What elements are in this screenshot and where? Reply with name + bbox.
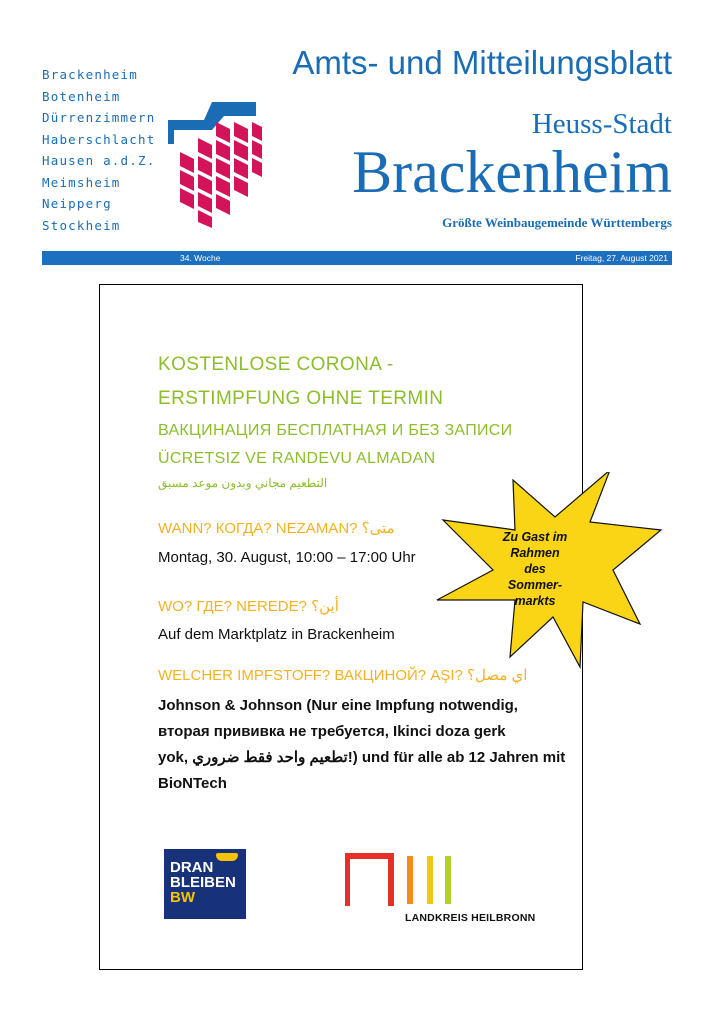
poster-heading-russian: ВАКЦИНАЦИЯ БЕСПЛАТНАЯ И БЕЗ ЗАПИСИ [158, 422, 513, 439]
answer-vaccine-line3: yok, تطعيم واحد فقط ضروري!) und für alle ab 12 Jahren mit [158, 749, 566, 766]
question-where: WO? ГДЕ? NEREDE? أين؟ [158, 598, 339, 615]
issue-date: Freitag, 27. August 2021 [575, 253, 668, 263]
answer-vaccine-line1: Johnson & Johnson (Nur eine Impfung notwendig, [158, 697, 518, 714]
starburst-text [484, 529, 586, 609]
poster-heading-turkish: ÜCRETSIZ VE RANDEVU ALMADAN [158, 450, 436, 467]
question-when: WANN? КОГДА? NEZAMAN? متى؟ [158, 520, 395, 537]
starburst-line: Sommer- [507, 578, 563, 592]
tagline: Größte Weinbaugemeinde Württembergs [442, 215, 672, 230]
answer-where: Auf dem Marktplatz in Brackenheim [158, 626, 395, 643]
starburst-line: des [524, 562, 546, 576]
publication-title: Amts- und Mitteilungsblatt [292, 44, 672, 81]
answer-when: Montag, 30. August, 10:00 – 17:00 Uhr [158, 549, 416, 566]
town-name: Hausen a.d.Z. [42, 153, 156, 168]
town-name: Dürrenzimmern [42, 110, 156, 125]
town-coat-of-arms-logo [168, 100, 264, 234]
town-name: Meimsheim [42, 174, 121, 190]
city-name: Brackenheim [352, 139, 672, 205]
town-list [42, 64, 155, 236]
logo-word: BW [170, 889, 195, 906]
landkreis-heilbronn-logo [345, 852, 485, 912]
poster-heading-line1: KOSTENLOSE CORONA - [158, 354, 394, 375]
week-label: 34. Woche [180, 253, 221, 263]
town-name: Stockheim [42, 217, 121, 233]
town-name: Neipperg [42, 196, 112, 211]
answer-vaccine-line2: вторая прививка не требуется, Ikinci doza gerk [158, 723, 506, 740]
answer-vaccine-line4: BioNTech [158, 775, 227, 792]
dran-bleiben-bw-logo [164, 849, 246, 919]
starburst-line: markts [514, 594, 556, 608]
logo-word: DRAN [170, 859, 214, 876]
town-name: Brackenheim [42, 67, 138, 82]
starburst-line: Rahmen [510, 546, 560, 560]
logo-word: BLEIBEN [170, 874, 236, 891]
question-vaccine: WELCHER IMPFSTOFF? ВАКЦИНОЙ? AŞI? اي مصل؟ [158, 667, 528, 684]
starburst-line: Zu Gast im [502, 530, 568, 544]
town-name: Botenheim [42, 88, 121, 104]
publication-subtitle: Heuss-Stadt [531, 108, 672, 140]
poster-heading-line2: ERSTIMPFUNG OHNE TERMIN [158, 388, 444, 409]
landkreis-label: LANDKREIS HEILBRONN [405, 912, 536, 924]
issue-bar [42, 251, 672, 265]
poster-heading-arabic: التطعيم مجاني وبدون موعد مسبق [158, 476, 328, 490]
town-name: Haberschlacht [42, 131, 156, 147]
